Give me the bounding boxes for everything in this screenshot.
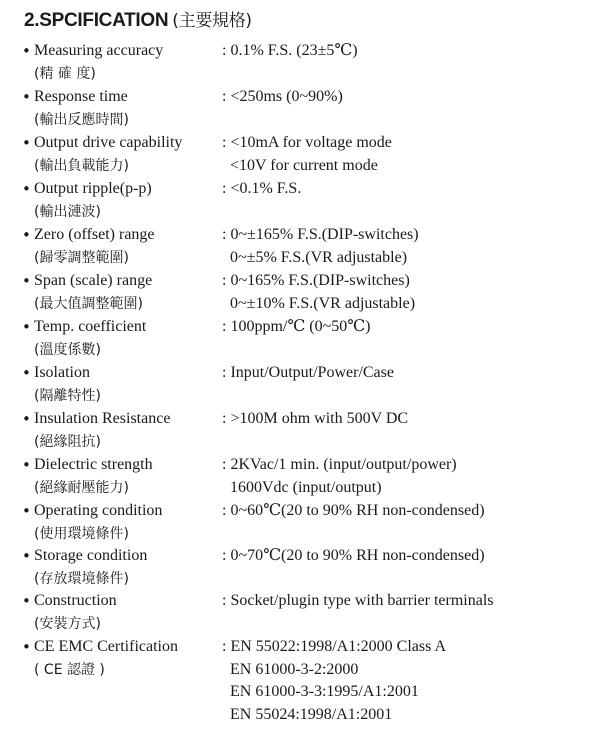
bullet-icon: • xyxy=(22,42,31,60)
spec-label: Insulation Resistance xyxy=(34,410,171,427)
spec-label: Output drive capability xyxy=(34,134,183,151)
spec-value: : 100ppm/℃ (0~50℃) xyxy=(222,318,371,335)
spec-values xyxy=(222,40,358,63)
spec-values xyxy=(222,316,370,339)
bullet-icon: • xyxy=(22,226,31,244)
bullet-icon: • xyxy=(22,364,31,382)
spec-label-chinese: (最大值調整範圍) xyxy=(34,296,143,312)
spec-value: 0~±10% F.S.(VR adjustable) xyxy=(230,294,416,312)
spec-value: <10V for current mode xyxy=(230,156,378,174)
spec-values xyxy=(222,86,343,109)
section-subtitle: (主要規格) xyxy=(172,11,252,31)
spec-values xyxy=(222,408,408,431)
spec-value: : Input/Output/Power/Case xyxy=(222,364,394,381)
spec-values xyxy=(222,270,415,315)
bullet-icon: • xyxy=(22,638,31,656)
spec-label-chinese: (安裝方式) xyxy=(34,616,101,632)
spec-label: CE EMC Certification xyxy=(34,638,178,655)
spec-values xyxy=(222,132,392,177)
spec-label: Isolation xyxy=(34,364,90,381)
spec-values xyxy=(222,545,485,568)
spec-label-chinese: (隔離特性) xyxy=(34,388,101,404)
spec-label-chinese: (使用環境條件) xyxy=(34,526,129,542)
spec-label-chinese: (存放環境條件) xyxy=(34,571,129,587)
spec-value: : 0.1% F.S. (23±5℃) xyxy=(222,42,358,59)
spec-value: : <10mA for voltage mode xyxy=(222,134,392,151)
bullet-icon: • xyxy=(22,502,31,520)
bullet-icon: • xyxy=(22,456,31,474)
spec-value: : 2KVac/1 min. (input/output/power) xyxy=(222,456,457,473)
spec-label: Temp. coefficient xyxy=(34,318,147,335)
spec-values xyxy=(222,500,485,523)
bullet-icon: • xyxy=(22,180,31,198)
spec-label: Response time xyxy=(34,88,128,105)
spec-label: Output ripple(p-p) xyxy=(34,180,152,197)
spec-value: : 0~60℃(20 to 90% RH non-condensed) xyxy=(222,502,485,519)
spec-value: : 0~165% F.S.(DIP-switches) xyxy=(222,272,410,289)
bullet-icon: • xyxy=(22,272,31,290)
spec-values xyxy=(222,362,394,385)
spec-value: 1600Vdc (input/output) xyxy=(230,478,382,496)
spec-value: EN 61000-3-2:2000 xyxy=(230,660,359,678)
spec-value: : <250ms (0~90%) xyxy=(222,88,343,105)
spec-value: : <0.1% F.S. xyxy=(222,180,302,197)
spec-values xyxy=(222,178,301,201)
section-title xyxy=(24,6,252,32)
spec-value: EN 55024:1998/A1:2001 xyxy=(230,705,393,723)
spec-label: Dielectric strength xyxy=(34,456,153,473)
spec-values xyxy=(222,590,494,613)
spec-label: Zero (offset) range xyxy=(34,226,155,243)
spec-value: : 0~70℃(20 to 90% RH non-condensed) xyxy=(222,547,485,564)
spec-label-chinese: ( CE 認證 ) xyxy=(34,662,105,678)
bullet-icon: • xyxy=(22,592,31,610)
spec-label-chinese: (輸出反應時間) xyxy=(34,112,129,128)
spec-label-chinese: (精 確 度) xyxy=(34,66,96,82)
spec-label-chinese: (溫度係數) xyxy=(34,342,101,358)
bullet-icon: • xyxy=(22,547,31,565)
spec-label-chinese: (絕緣阻抗) xyxy=(34,434,101,450)
spec-label: Measuring accuracy xyxy=(34,42,164,59)
spec-values xyxy=(222,454,457,499)
spec-value: 0~±5% F.S.(VR adjustable) xyxy=(230,248,408,266)
spec-label-chinese: (輸出漣波) xyxy=(34,204,101,220)
spec-values xyxy=(222,636,446,726)
spec-value: : EN 55022:1998/A1:2000 Class A xyxy=(222,638,447,655)
spec-label: Span (scale) range xyxy=(34,272,153,289)
spec-value: : 0~±165% F.S.(DIP-switches) xyxy=(222,226,419,243)
spec-label: Operating condition xyxy=(34,502,163,519)
spec-label-chinese: (歸零調整範圍) xyxy=(34,250,129,266)
spec-value: EN 61000-3-3:1995/A1:2001 xyxy=(230,683,419,700)
spec-label-chinese: (輸出負載能力) xyxy=(34,158,129,174)
bullet-icon: • xyxy=(22,318,31,336)
bullet-icon: • xyxy=(22,134,31,152)
bullet-icon: • xyxy=(22,88,31,106)
spec-label: Storage condition xyxy=(34,547,148,564)
spec-values xyxy=(222,224,419,269)
spec-label: Construction xyxy=(34,592,117,609)
spec-value: : >100M ohm with 500V DC xyxy=(222,410,409,427)
section-title-text: 2.SPCIFICATION xyxy=(24,10,169,31)
spec-value: : Socket/plugin type with barrier terminals xyxy=(222,592,494,609)
bullet-icon: • xyxy=(22,410,31,428)
spec-label-chinese: (絕緣耐壓能力) xyxy=(34,480,129,496)
